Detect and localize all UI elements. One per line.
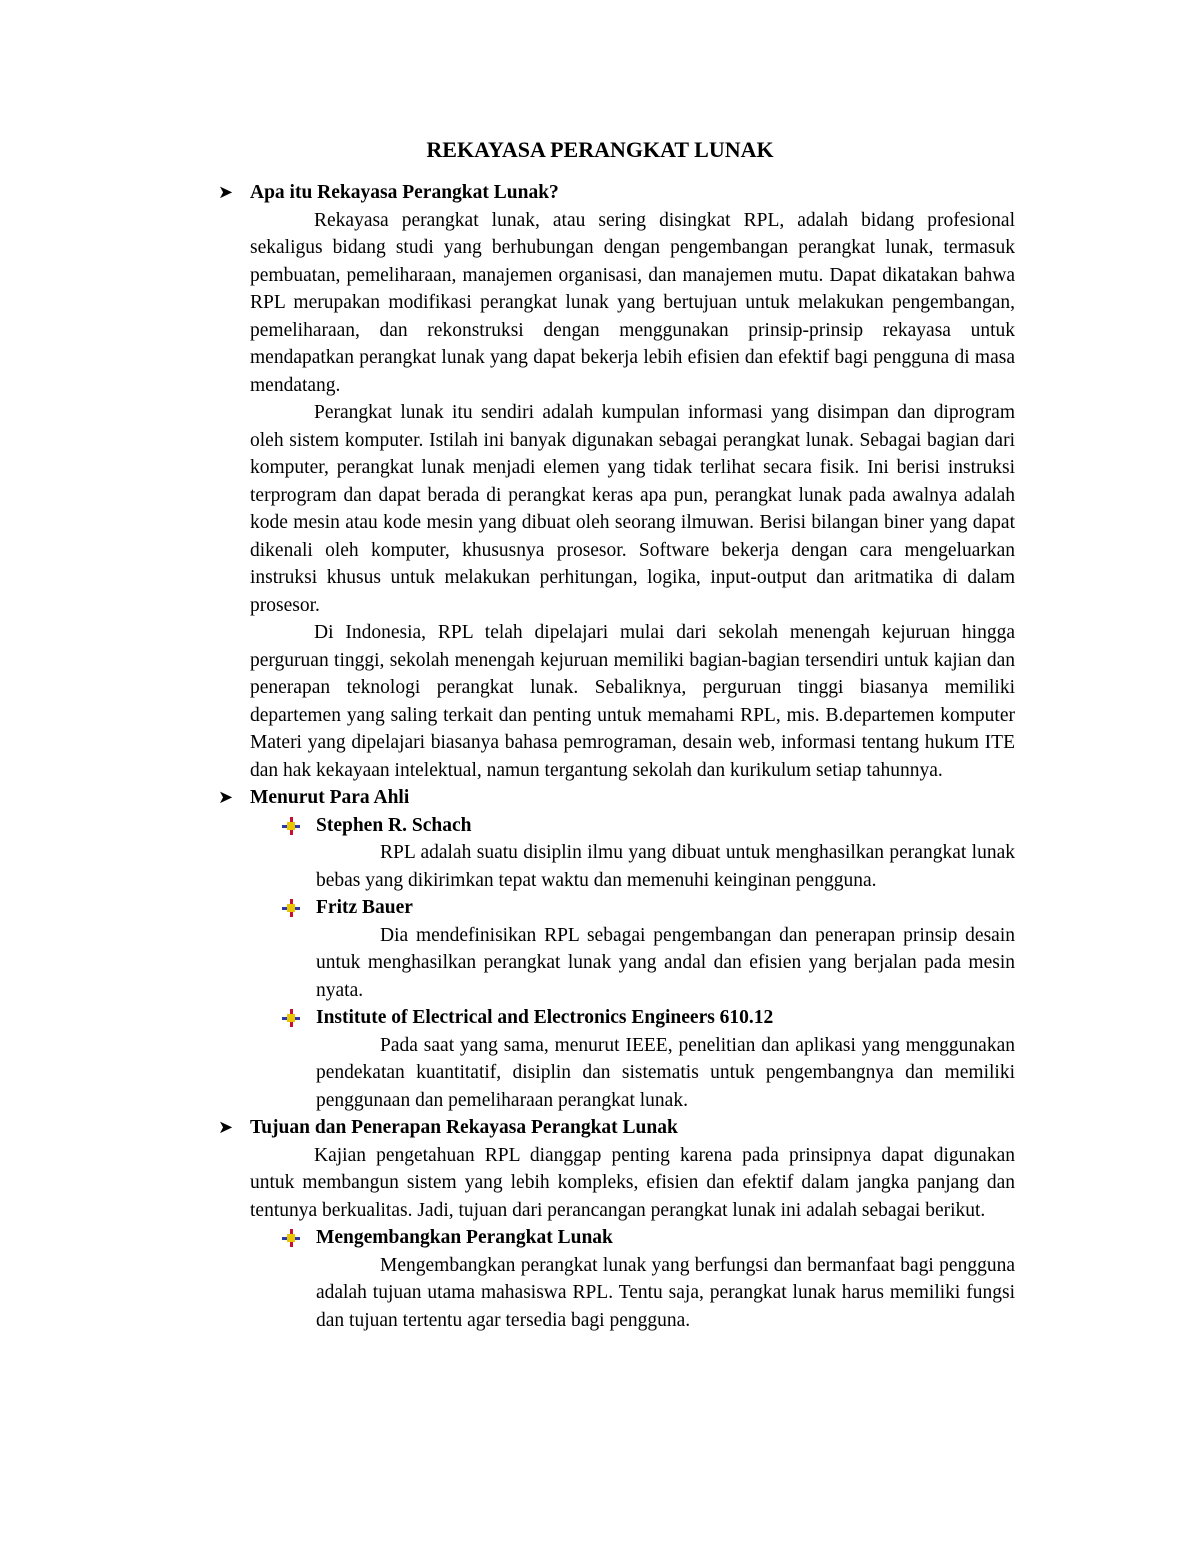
expert-heading-ieee [316,1004,1015,1032]
expert-list [316,812,1015,1115]
expert-text: Pada saat yang sama, menurut IEEE, penelitian dan aplikasi yang menggunakan pendekatan kuantitatif, disiplin dan sistematis untuk pengembangnya dan memiliki penggunaan dan pemeliharaan perangkat lunak. [316,1034,1015,1111]
paragraph: Perangkat lunak itu sendiri adalah kumpulan informasi yang disimpan dan diprogram oleh sistem komputer. Istilah ini banyak digunakan sebagai perangkat lunak. Sebagai bagian dari komputer, perangkat lunak menjadi elemen yang tidak terlihat secara fisik. Ini berisi instruksi terprogram dan dapat berada di perangkat keras apa pun, perangkat lunak pada awalnya adalah kode mesin atau kode mesin yang dibuat oleh seorang ilmuwan. Berisi bilangan biner yang dapat dikenali oleh komputer, khususnya prosesor. Software bekerja dengan cara mengeluarkan instruksi khusus untuk melakukan perhitungan, logika, input-output dan aritmatika di dalam prosesor. [250,402,1015,616]
cross-bullet-icon [282,817,300,835]
section-heading-menurut-para-ahli [218,784,1015,812]
expert-heading-text: Fritz Bauer [316,897,413,918]
section-heading-text: Tujuan dan Penerapan Rekayasa Perangkat Lunak [250,1117,678,1138]
goal-list [316,1224,1015,1334]
expert-heading-schach [316,812,1015,840]
goal-heading-text: Mengembangkan Perangkat Lunak [316,1227,613,1248]
section-heading-text: Menurut Para Ahli [250,787,410,808]
page-title: REKAYASA PERANGKAT LUNAK [426,137,774,162]
cross-bullet-icon [282,899,300,917]
section-heading-tujuan [218,1114,1015,1142]
cross-bullet-icon [282,1009,300,1027]
paragraph: Rekayasa perangkat lunak, atau sering disingkat RPL, adalah bidang profesional sekaligus bidang studi yang berhubungan dengan pengembangan perangkat lunak, termasuk pembuatan, pemeliharaan, manajemen organisasi, dan manajemen mutu. Dapat dikatakan bahwa RPL merupakan modifikasi perangkat lunak yang bertujuan untuk melakukan pengembangan, pemeliharaan, dan rekonstruksi dengan menggunakan prinsip-prinsip rekayasa untuk mendapatkan perangkat lunak yang dapat bekerja lebih efisien dan efektif bagi pengguna di masa mendatang. [250,209,1015,396]
expert-heading-text: Stephen R. Schach [316,814,472,836]
cross-bullet-icon [282,1229,300,1247]
goal-heading-mengembangkan [316,1224,1015,1252]
expert-text: RPL adalah suatu disiplin ilmu yang dibuat untuk menghasilkan perangkat lunak bebas yang dikirimkan tepat waktu dan memenuhi keinginan pengguna. [316,842,1015,891]
goal-text: Mengembangkan perangkat lunak yang berfungsi dan bermanfaat bagi pengguna adalah tujuan utama mahasiswa RPL. Tentu saja, perangkat lunak harus memiliki fungsi dan tujuan tertentu agar tersedia bagi pengguna. [316,1254,1015,1331]
paragraph: Di Indonesia, RPL telah dipelajari mulai dari sekolah menengah kejuruan hingga perguruan tinggi, sekolah menengah kejuruan memiliki bagian-bagian tersendiri untuk kajian dan penerapan teknologi perangkat lunak. Sebaliknya, perguruan tinggi biasanya memiliki departemen yang saling terkait dan penting untuk memahami RPL, mis. B.departemen komputer Materi yang dipelajari biasanya bahasa pemrograman, desain web, informasi tentang hukum ITE dan hak kekayaan intelektual, namun tergantung sekolah dan kurikulum setiap tahunnya. [250,622,1015,781]
expert-text: Dia mendefinisikan RPL sebagai pengembangan dan penerapan prinsip desain untuk menghasilkan perangkat lunak yang andal dan efisien yang berjalan pada mesin nyata. [316,924,1015,1001]
paragraph: Kajian pengetahuan RPL dianggap penting karena pada prinsipnya dapat digunakan untuk membangun sistem yang lebih kompleks, efisien dan efektif dalam jangka panjang dan tentunya berkualitas. Jadi, tujuan dari perancangan perangkat lunak ini adalah sebagai berikut. [250,1144,1015,1221]
arrowhead-bullet-icon: ➤ [218,182,234,203]
section-heading-text: Apa itu Rekayasa Perangkat Lunak? [250,182,559,203]
document-body [218,179,1015,1334]
expert-heading-bauer [316,894,1015,922]
section-heading-apa-itu [218,179,1015,207]
arrowhead-bullet-icon: ➤ [218,787,234,808]
expert-heading-text: Institute of Electrical and Electronics Engineers 610.12 [316,1007,774,1028]
arrowhead-bullet-icon: ➤ [218,1117,234,1138]
